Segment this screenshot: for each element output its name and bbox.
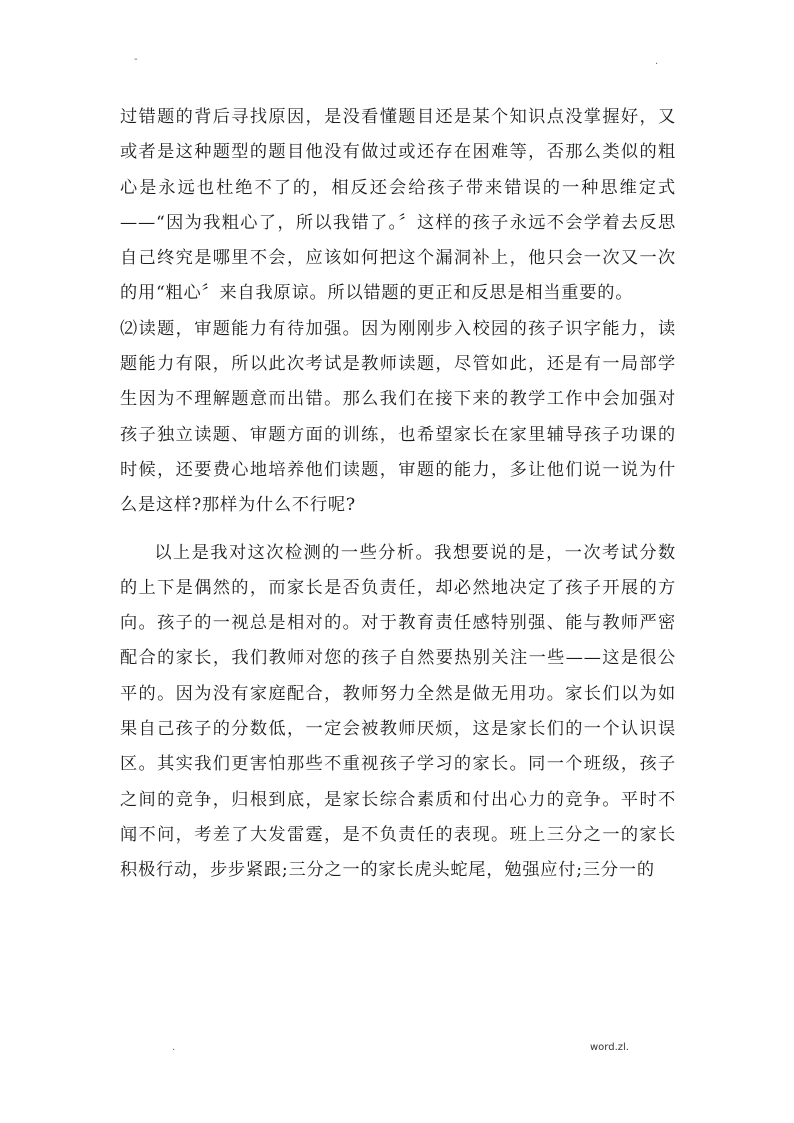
document-body	[120, 100, 676, 889]
footer-mark-left: .	[172, 1042, 176, 1053]
paragraph-error-reflection: 过错题的背后寻找原因，是没看懂题目还是某个知识点没掌握好，又或者是这种题型的题目他没有做过或还存在困难等，否那么类似的粗心是永远也杜绝不了的，相反还会给孩子带来错误的一种思维定式——“因为我粗心了，所以我错了。〞这样的孩子永远不会学着去反思自己终究是哪里不会，应该如何把这个漏洞补上，他只会一次又一次的用“粗心〞来自我原谅。所以错题的更正和反思是相当重要的。	[120, 107, 676, 304]
paragraph-analysis-summary: 以上是我对这次检测的一些分析。我想要说的是，一次考试分数的上下是偶然的，而家长是否负责任，却必然地决定了孩子开展的方向。孩子的一视总是相对的。对于教育责任感特别强、能与教师严密配合的家长，我们教师对您的孩子自然要热别关注一些——这是很公平的。因为没有家庭配合，教师努力全然是做无用功。家长们以为如果自己孩子的分数低，一定会被教师厌烦，这是家长们的一个认识误区。其实我们更害怕那些不重视孩子学习的家长。同一个班级，孩子之间的竞争，归根到底，是家长综合素质和付出心力的竞争。平时不闻不问，考差了大发雷霆，是不负责任的表现。班上三分之一的家长积极行动，步步紧跟;三分之一的家长虎头蛇尾，勉强应付;三分一的	[120, 542, 676, 881]
paragraph-reading-comprehension: ⑵读题，审题能力有待加强。因为刚刚步入校园的孩子识字能力，读题能力有限，所以此次考试是教师读题，尽管如此，还是有一局部学生因为不理解题意而出错。那么我们在接下来的教学工作中会加强对孩子独立读题、审题方面的训练，也希望家长在家里辅导孩子功课的时候，还要费心地培养他们读题，审题的能力，多让他们说一说为什么是这样?那样为什么不行呢?	[120, 318, 676, 516]
footer-label: word.zl.	[590, 1042, 629, 1053]
header-mark-right: .	[655, 56, 659, 67]
header-mark-left: -	[134, 54, 138, 65]
